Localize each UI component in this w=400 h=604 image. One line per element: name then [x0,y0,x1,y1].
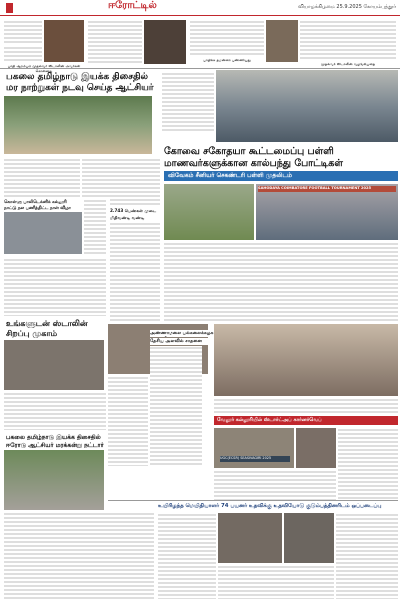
intro-text-col [162,72,214,132]
football-headline-2: மாணவர்களுக்கான கால்பந்து போட்டிகள் [164,158,343,169]
student-group-photo [214,324,398,396]
left-text-5 [4,392,106,430]
cycle-headline-1: 2.743 பெண்கள் முடை [110,208,157,213]
mid-text-4 [108,376,148,466]
masthead-logo: ஈரோட்டில் [108,0,157,11]
top-mid-text [88,20,142,64]
football-text [164,242,398,322]
university-headline-2: தேசிய அளவில் சாதனை [150,338,214,345]
signboard: UGC(ECSR) SEASIVAGIRI 2025 [220,456,290,462]
startup-photo-2 [296,428,336,468]
left-text-1 [4,158,80,198]
top-center-text [190,20,264,56]
dateline: வியாழக்கிழமை 25.9.2025 கோயம்புத்தூர் [298,4,396,10]
bottom-text-2 [336,513,398,599]
startup-text-2 [338,428,398,500]
polytechnic-headline-2: நாட்டு நல பணித்திட்ட நாள் விழா [4,206,71,210]
top-right-text [300,20,396,60]
minister-photo [144,20,186,64]
divider [0,68,400,69]
left-text-6 [4,512,154,600]
football-subhead: விவேகம் சீனியர் செகண்டரி பள்ளி முதலிடம் [164,171,398,181]
bottom-text-3 [218,565,334,599]
top-mid-caption: பாதிக்க தமன்னா பண்ணியது [203,58,251,62]
camp-photo [4,340,104,390]
startup-text-3 [214,470,336,500]
leader-photo [266,20,298,62]
masthead [0,0,400,16]
mid-text-3 [150,346,202,466]
startup-photo-1 [214,428,294,468]
mid-text-2 [110,222,160,322]
stalin-camp-headline-2: சிறப்பு முகாம் [6,329,58,338]
university-headline-1: அண்ணாமலை பல்கலைக்கழக [150,331,214,336]
mid-text-1 [110,158,160,206]
tree-planting-headline-2: மர நாற்றுகள் நடவு செய்த ஆட்சியர் [6,83,154,93]
left-text-4 [4,258,106,316]
football-team-photo [216,70,398,142]
left-text-3 [84,199,106,255]
flag-icon [6,3,13,13]
erode-headline-2: ஈரோடு ஆட்சியர் மரக்கன்று நட்டார் [6,442,104,448]
startup-headline: வேலூர் கல்லூரியில் ஸ்டார்ட்அப் கார்னர்வெப் [214,416,398,425]
divider-bottom [108,500,398,501]
top-left-text [4,20,42,44]
tree-planting-headline-1: பகலை தமிழ்நாடு இயக்க திசைதில் [6,72,149,82]
top-left-text-2 [4,46,42,62]
football-banner-photo [256,184,398,240]
top-right-caption: முதல்வர் ஸ்டாலின் வழங்கியதை [320,62,376,66]
polytechnic-photo [4,212,82,254]
cycle-headline-2: மிதிவண்டி வண்டி [110,215,145,220]
football-action-photo [164,184,254,240]
politician-photo [44,20,84,62]
stalin-camp-headline-1: உங்களுடன் ஸ்டாலின் [6,319,88,328]
handover-photo-2 [284,513,334,563]
erode-collector-photo [4,450,104,510]
polytechnic-headline-1: கொள்ளு பாலிடெக்னிக் கல்லூரி [4,200,67,204]
startup-text-1 [214,398,398,414]
bottom-headline: உயிரிழந்த மெயிதியாளர் 74 பயனர் உதவிக்கு உதவியோடு குடும்பத்தினரிடம் ஒப்படைப்பு [158,503,382,509]
top-left-caption: பாதி ஆரம்பம் முதல்வர் ஸ்டாலின் அவர்கள் சொன்னது [7,64,81,73]
bottom-text-1 [158,513,216,599]
football-headline-1: கோவை சகோதயா கூட்டமைப்பு பள்ளி [164,146,334,157]
tournament-banner: SAHODAYA COIMBATORE FOOTBALL TOURNAMENT 2025 [258,186,396,192]
tree-planting-photo [4,96,152,154]
handover-photo-1 [218,513,282,563]
erode-headline-1: பகலை தமிழ்நாடு இயக்க திசைதில் [6,434,101,440]
